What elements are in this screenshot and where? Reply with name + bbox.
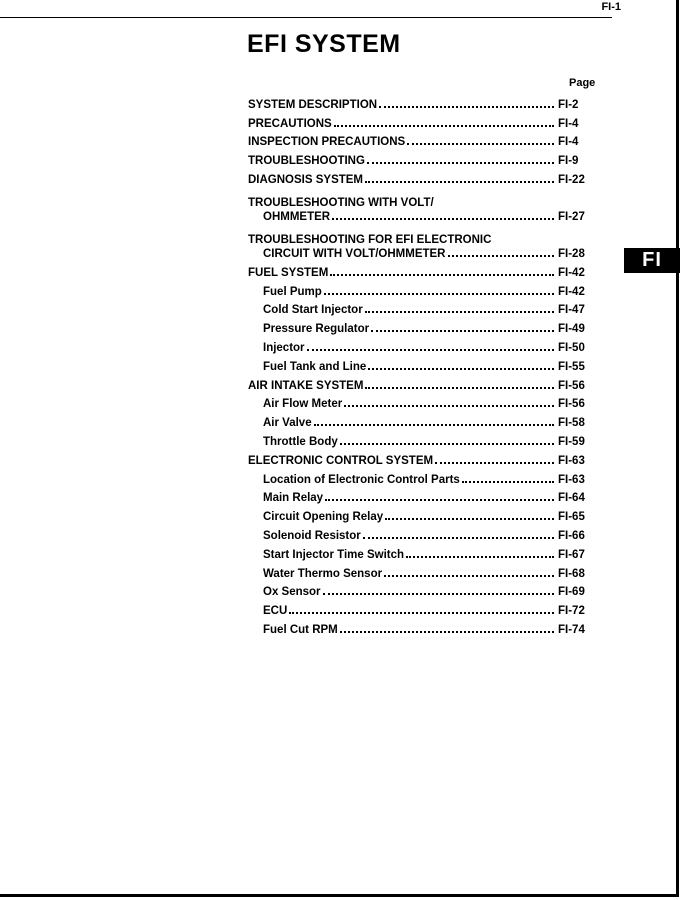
page-number: FI-1	[601, 1, 621, 13]
toc-entry-label: Cold Start Injector	[263, 304, 363, 317]
toc-entry-label: Injector	[263, 341, 305, 354]
toc-entry[interactable]	[248, 486, 608, 505]
toc-entry-page: FI-66	[558, 529, 585, 542]
dot-leader	[323, 593, 554, 595]
section-tab[interactable]: FI	[624, 248, 680, 273]
dot-leader	[448, 255, 555, 257]
toc-entry[interactable]	[248, 429, 608, 448]
toc-entry[interactable]	[248, 523, 608, 542]
toc-entry-page: FI-9	[558, 155, 579, 168]
dot-leader	[324, 293, 554, 295]
page-title: EFI SYSTEM	[247, 30, 401, 58]
toc-entry-label-cont: OHMMETER	[263, 210, 331, 223]
toc-entry-page: FI-27	[558, 210, 585, 223]
toc-entry[interactable]	[248, 130, 608, 149]
toc-entry-label: ELECTRONIC CONTROL SYSTEM	[248, 454, 434, 467]
dot-leader	[371, 330, 554, 332]
toc-entry-page: FI-55	[558, 360, 585, 373]
toc-entry-label: Fuel Cut RPM	[263, 623, 338, 636]
toc-entry[interactable]	[248, 354, 608, 373]
toc-entry-page: FI-2	[558, 98, 579, 111]
toc-entry-label-cont: CIRCUIT WITH VOLT/OHMMETER	[263, 247, 446, 260]
dot-leader	[379, 106, 554, 108]
toc-entry-page: FI-4	[558, 136, 579, 149]
table-of-contents	[248, 92, 608, 636]
toc-entry-label: Location of Electronic Control Parts	[263, 473, 460, 486]
toc-entry[interactable]	[248, 467, 608, 486]
dot-leader	[365, 311, 554, 313]
toc-entry-page: FI-49	[558, 323, 585, 336]
dot-leader	[368, 368, 554, 370]
dot-leader	[406, 556, 554, 558]
toc-entry[interactable]	[248, 111, 608, 130]
toc-entry-label: TROUBLESHOOTING	[248, 155, 365, 168]
toc-entry-page: FI-63	[558, 473, 585, 486]
dot-leader	[340, 443, 554, 445]
toc-entry[interactable]	[248, 167, 608, 186]
toc-entry-page: FI-28	[558, 247, 585, 260]
toc-entry[interactable]	[248, 373, 608, 392]
toc-entry-label: Throttle Body	[263, 435, 338, 448]
toc-entry-label: Circuit Opening Relay	[263, 511, 384, 524]
toc-entry[interactable]	[248, 148, 608, 167]
page-column-header: Page	[569, 77, 596, 89]
toc-entry-page: FI-64	[558, 492, 585, 505]
dot-leader	[325, 499, 554, 501]
toc-entry-page: FI-69	[558, 586, 585, 599]
toc-entry-page: FI-42	[558, 266, 585, 279]
dot-leader	[340, 631, 554, 633]
dot-leader	[462, 481, 554, 483]
dot-leader	[435, 462, 554, 464]
toc-entry[interactable]	[248, 542, 608, 561]
dot-leader	[365, 387, 554, 389]
toc-entry-label: INSPECTION PRECAUTIONS	[248, 136, 406, 149]
toc-entry-page: FI-74	[558, 623, 585, 636]
dot-leader	[344, 405, 554, 407]
toc-entry-label: Main Relay	[263, 492, 324, 505]
toc-entry[interactable]	[248, 223, 608, 260]
toc-entry-label: FUEL SYSTEM	[248, 266, 329, 279]
toc-entry-page: FI-42	[558, 285, 585, 298]
dot-leader	[289, 612, 554, 614]
toc-entry[interactable]	[248, 504, 608, 523]
toc-entry-label: Start Injector Time Switch	[263, 548, 405, 561]
toc-entry[interactable]	[248, 298, 608, 317]
toc-entry[interactable]	[248, 316, 608, 335]
toc-entry[interactable]	[248, 279, 608, 298]
toc-entry[interactable]	[248, 448, 608, 467]
dot-leader	[307, 349, 554, 351]
dot-leader	[367, 162, 554, 164]
dot-leader	[334, 125, 554, 127]
toc-entry[interactable]	[248, 617, 608, 636]
toc-entry-label: DIAGNOSIS SYSTEM	[248, 173, 364, 186]
dot-leader	[385, 518, 554, 520]
toc-entry-label: AIR INTAKE SYSTEM	[248, 379, 364, 392]
toc-entry-page: FI-63	[558, 454, 585, 467]
toc-entry-label: Solenoid Resistor	[263, 529, 361, 542]
toc-entry[interactable]	[248, 392, 608, 411]
toc-entry-label: ECU	[263, 605, 288, 618]
toc-entry-label: Fuel Tank and Line	[263, 360, 367, 373]
dot-leader	[384, 575, 554, 577]
toc-entry[interactable]	[248, 580, 608, 599]
toc-entry-page: FI-67	[558, 548, 585, 561]
toc-entry-label: Air Valve	[263, 417, 312, 430]
toc-entry-label: Pressure Regulator	[263, 323, 370, 336]
toc-entry[interactable]	[248, 335, 608, 354]
toc-entry[interactable]	[248, 186, 608, 223]
toc-entry-page: FI-56	[558, 398, 585, 411]
toc-entry-label: PRECAUTIONS	[248, 117, 332, 130]
toc-entry-label: SYSTEM DESCRIPTION	[248, 98, 378, 111]
toc-entry-page: FI-72	[558, 605, 585, 618]
toc-entry-page: FI-50	[558, 341, 585, 354]
dot-leader	[314, 424, 554, 426]
toc-entry-label: Water Thermo Sensor	[263, 567, 383, 580]
toc-entry[interactable]	[248, 561, 608, 580]
toc-entry-label: TROUBLESHOOTING FOR EFI ELECTRONIC	[248, 233, 492, 246]
toc-entry-page: FI-68	[558, 567, 585, 580]
toc-entry-label: Ox Sensor	[263, 586, 321, 599]
dot-leader	[332, 218, 554, 220]
toc-entry-label: TROUBLESHOOTING WITH VOLT/	[248, 196, 434, 209]
dot-leader	[330, 274, 554, 276]
toc-entry[interactable]	[248, 598, 608, 617]
header-rule	[0, 17, 612, 18]
toc-entry-page: FI-58	[558, 417, 585, 430]
dot-leader	[407, 143, 554, 145]
toc-entry-page: FI-4	[558, 117, 579, 130]
toc-entry[interactable]	[248, 92, 608, 111]
toc-entry-page: FI-56	[558, 379, 585, 392]
toc-entry-page: FI-65	[558, 511, 585, 524]
toc-entry-label: Air Flow Meter	[263, 398, 343, 411]
toc-entry-page: FI-22	[558, 173, 585, 186]
toc-entry-label: Fuel Pump	[263, 285, 322, 298]
toc-entry[interactable]	[248, 410, 608, 429]
toc-entry-page: FI-47	[558, 304, 585, 317]
dot-leader	[365, 181, 554, 183]
toc-entry[interactable]	[248, 260, 608, 279]
toc-entry-page: FI-59	[558, 435, 585, 448]
dot-leader	[363, 537, 554, 539]
